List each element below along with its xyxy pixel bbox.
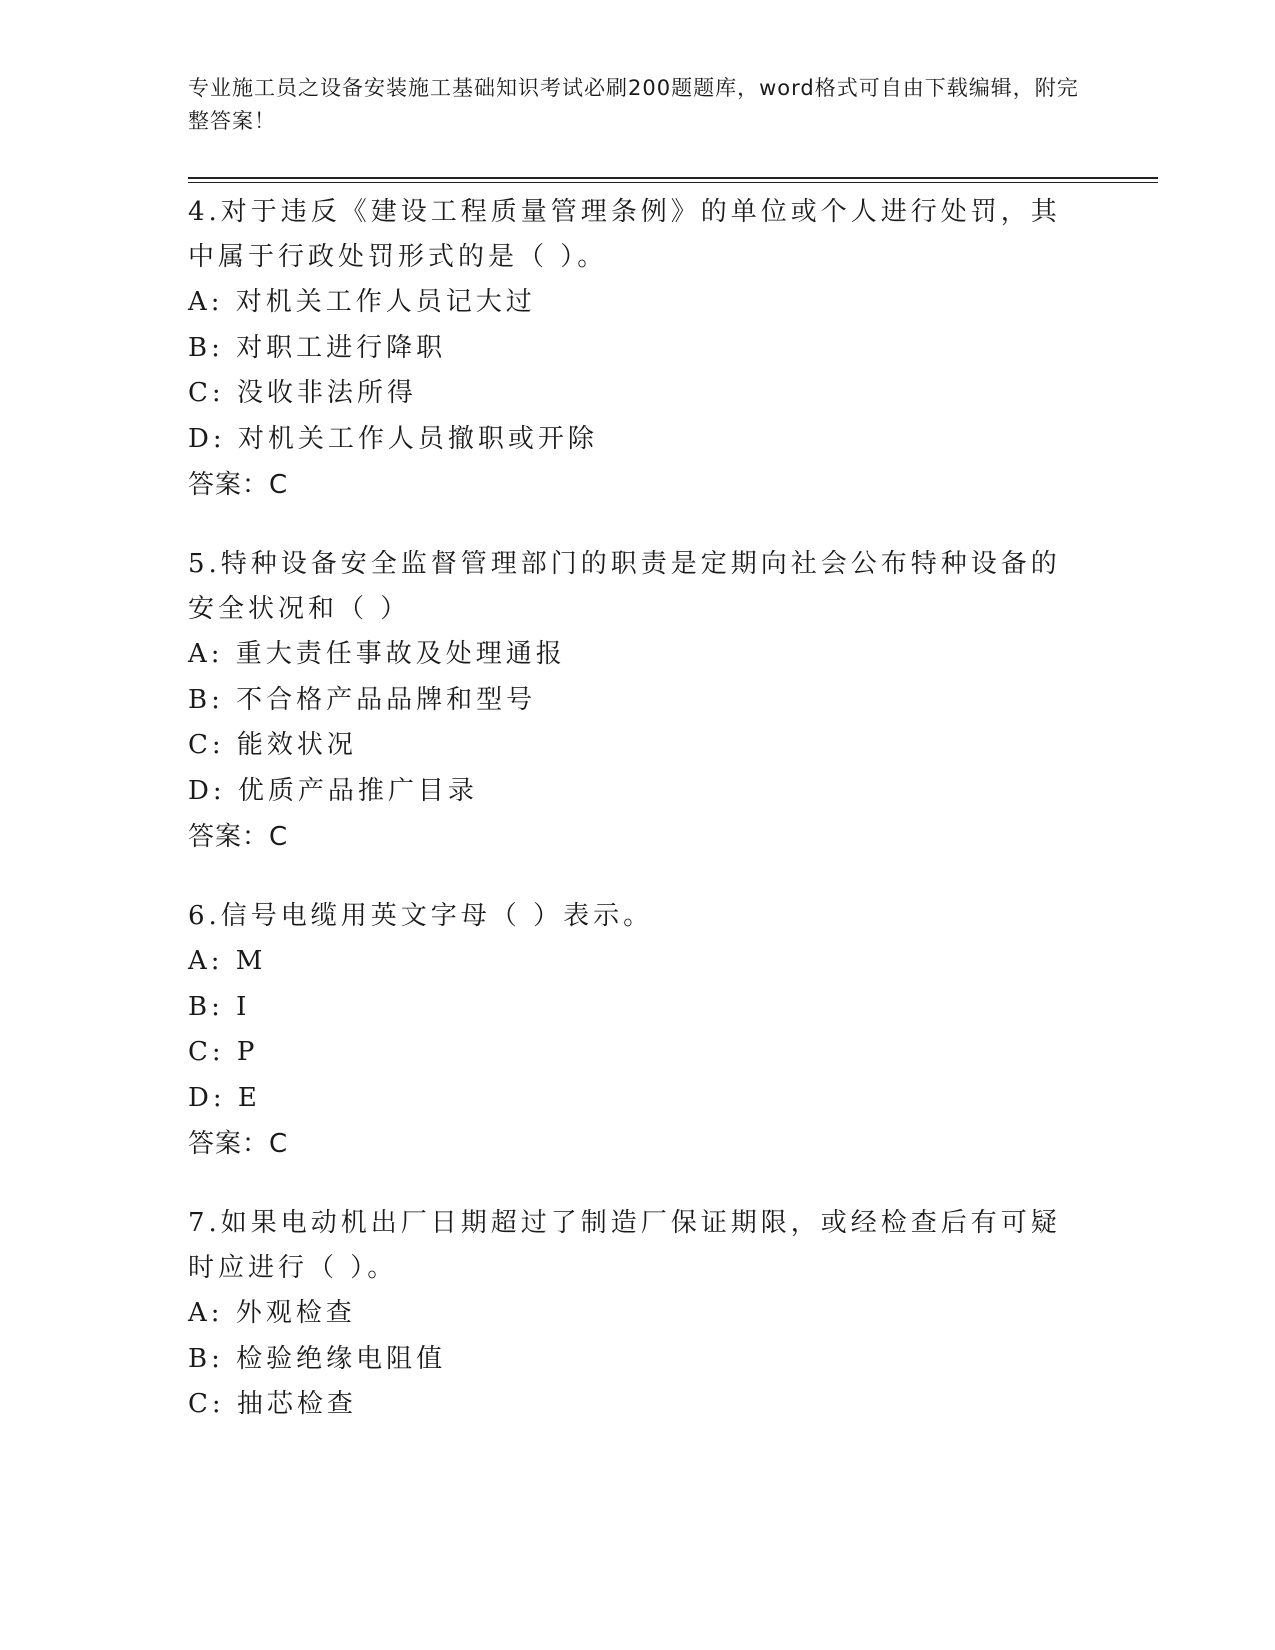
- option-d: D: E: [188, 1082, 261, 1113]
- option-b: B: I: [188, 991, 251, 1022]
- question-6: [188, 894, 1088, 1167]
- question-list: [188, 190, 1088, 1462]
- question-stem: 7.如果电动机出厂日期超过了制造厂保证期限，或经检查后有可疑时应进行（ ）。: [188, 1208, 1061, 1283]
- option-d: D: 优质产品推广目录: [188, 775, 478, 806]
- option-c: C: P: [188, 1037, 259, 1067]
- option-a: A: M: [188, 946, 267, 976]
- option-b: B: 不合格产品品牌和型号: [188, 684, 537, 715]
- option-b: B: 对职工进行降职: [188, 332, 447, 363]
- header-divider-thin: [188, 182, 1158, 183]
- option-c: C: 抽芯检查: [188, 1389, 357, 1419]
- question-stem: 5.特种设备安全监督管理部门的职责是定期向社会公布特种设备的安全状况和（ ）: [188, 549, 1061, 624]
- option-a: A: 外观检查: [188, 1298, 356, 1328]
- question-5: [188, 542, 1088, 860]
- answer-line: 答案：C: [188, 470, 289, 500]
- document-header: [188, 72, 1088, 138]
- question-7: [188, 1201, 1088, 1428]
- answer-line: 答案：C: [188, 822, 289, 852]
- question-stem: 6.信号电缆用英文字母（ ）表示。: [188, 901, 654, 931]
- answer-line: 答案：C: [188, 1129, 289, 1159]
- header-title: 专业施工员之设备安装施工基础知识考试必刷200题题库，word格式可自由下载编辑，附完整答案！: [188, 76, 1079, 133]
- option-a: A: 对机关工作人员记大过: [188, 287, 536, 317]
- option-b: B: 检验绝缘电阻值: [188, 1343, 447, 1374]
- option-c: C: 没收非法所得: [188, 378, 417, 408]
- option-d: D: 对机关工作人员撤职或开除: [188, 423, 598, 454]
- option-a: A: 重大责任事故及处理通报: [188, 639, 566, 669]
- header-divider-thick: [188, 177, 1158, 179]
- question-4: [188, 190, 1088, 508]
- question-stem: 4.对于违反《建设工程质量管理条例》的单位或个人进行处罚，其中属于行政处罚形式的是（ ）。: [188, 197, 1061, 272]
- option-c: C: 能效状况: [188, 730, 357, 760]
